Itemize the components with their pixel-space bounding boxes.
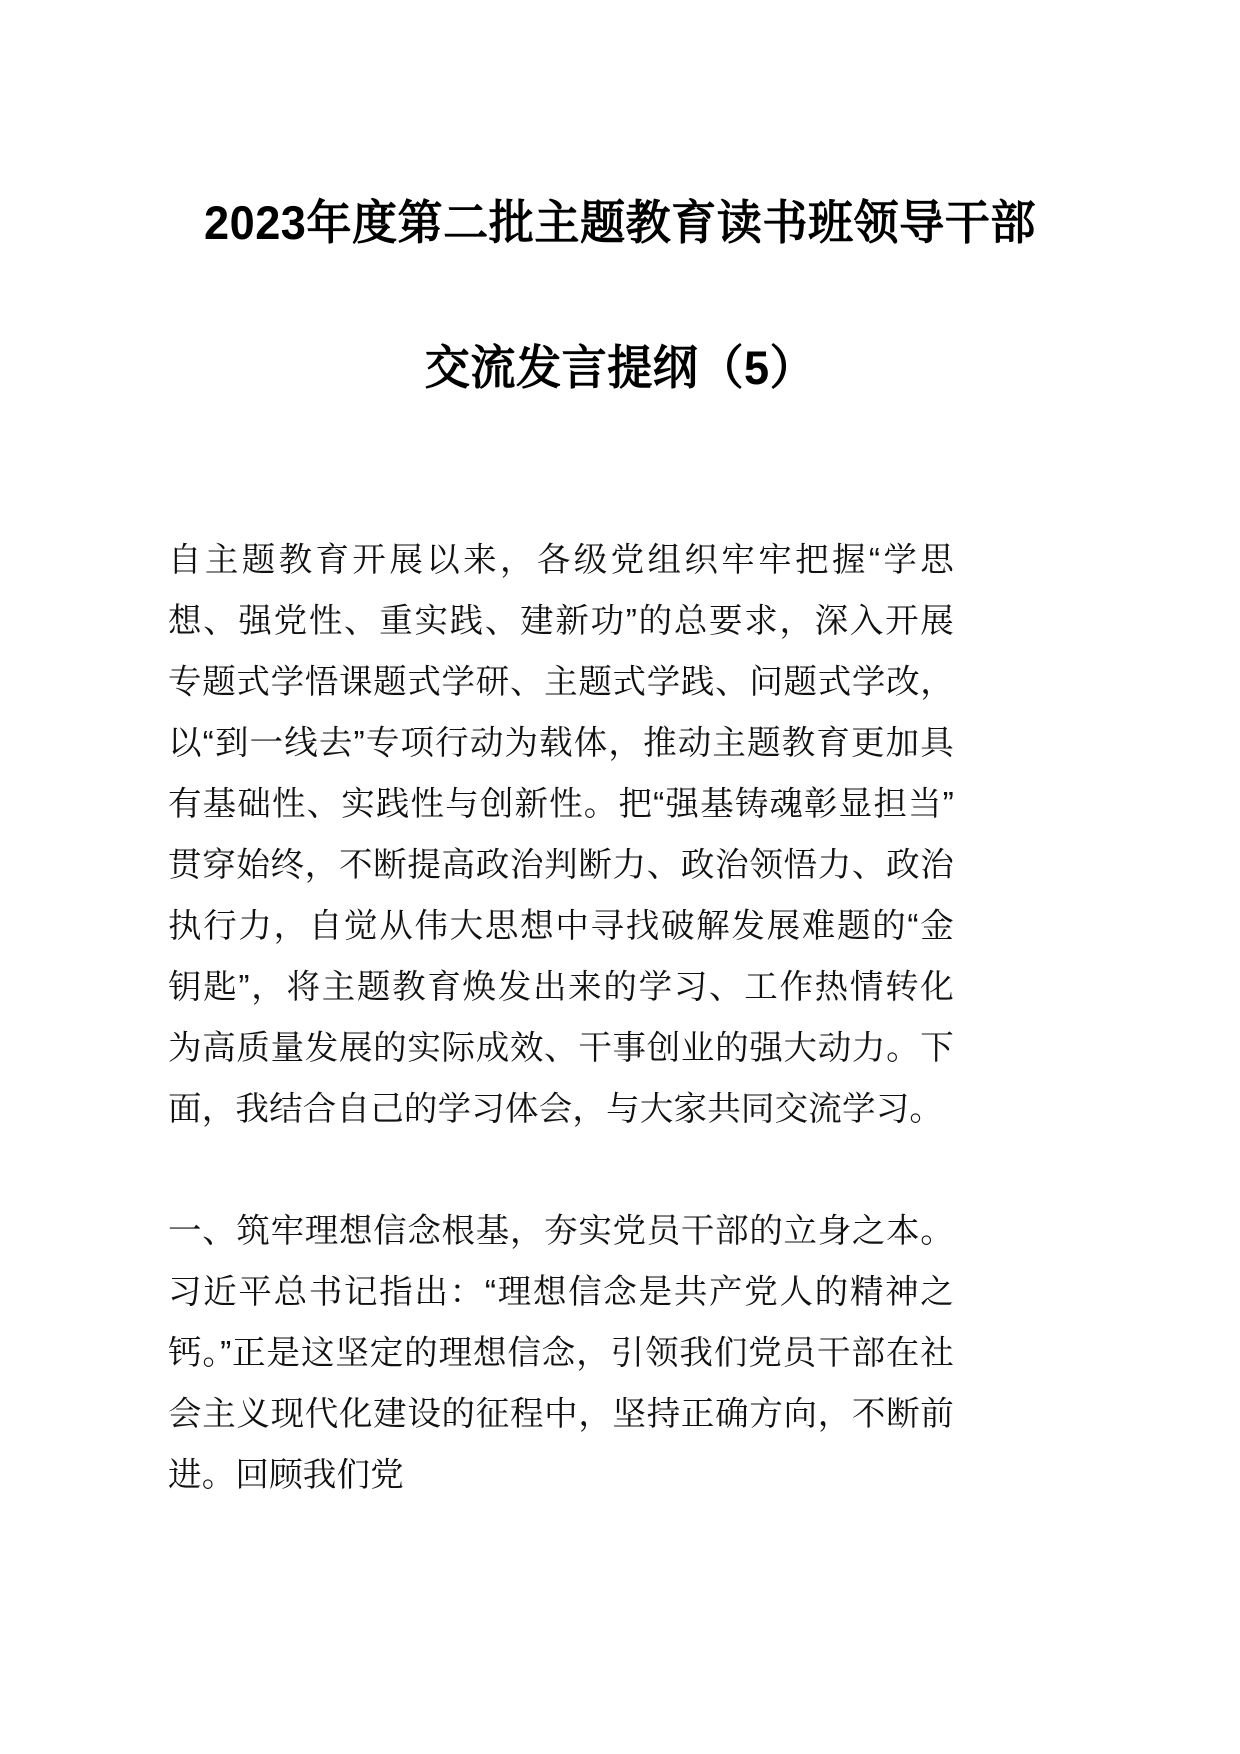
body-paragraph-section-one: 一、筑牢理想信念根基，夯实党员干部的立身之本。习近平总书记指出：“理想信念是共产党人的精神之钙。”正是这坚定的理想信念，引领我们党员干部在社会主义现代化建设的征程中，坚持正确方向，不断前进。回顾我们党: [168, 1213, 954, 1494]
document-body: [168, 530, 954, 1506]
page-title: [0, 150, 1240, 440]
body-paragraph-intro: 自主题教育开展以来，各级党组织牢牢把握“学思想、强党性、重实践、建新功”的总要求，深入开展专题式学悟课题式学研、主题式学践、问题式学改，以“到一线去”专项行动为载体，推动主题教育更加具有基础性、实践性与创新性。把“强基铸魂彰显担当”贯穿始终，不断提高政治判断力、政治领悟力、政治执行力，自觉从伟大思想中寻找破解发展难题的“金钥匙”，将主题教育焕发出来的学习、工作热情转化为高质量发展的实际成效、干事创业的强大动力。下面，我结合自己的学习体会，与大家共同交流学习。: [168, 542, 954, 1128]
page-title-line-1: 2023年度第二批主题教育读书班领导干部: [204, 196, 1036, 249]
page-title-line-2: 交流发言提纲（5）: [424, 341, 816, 394]
